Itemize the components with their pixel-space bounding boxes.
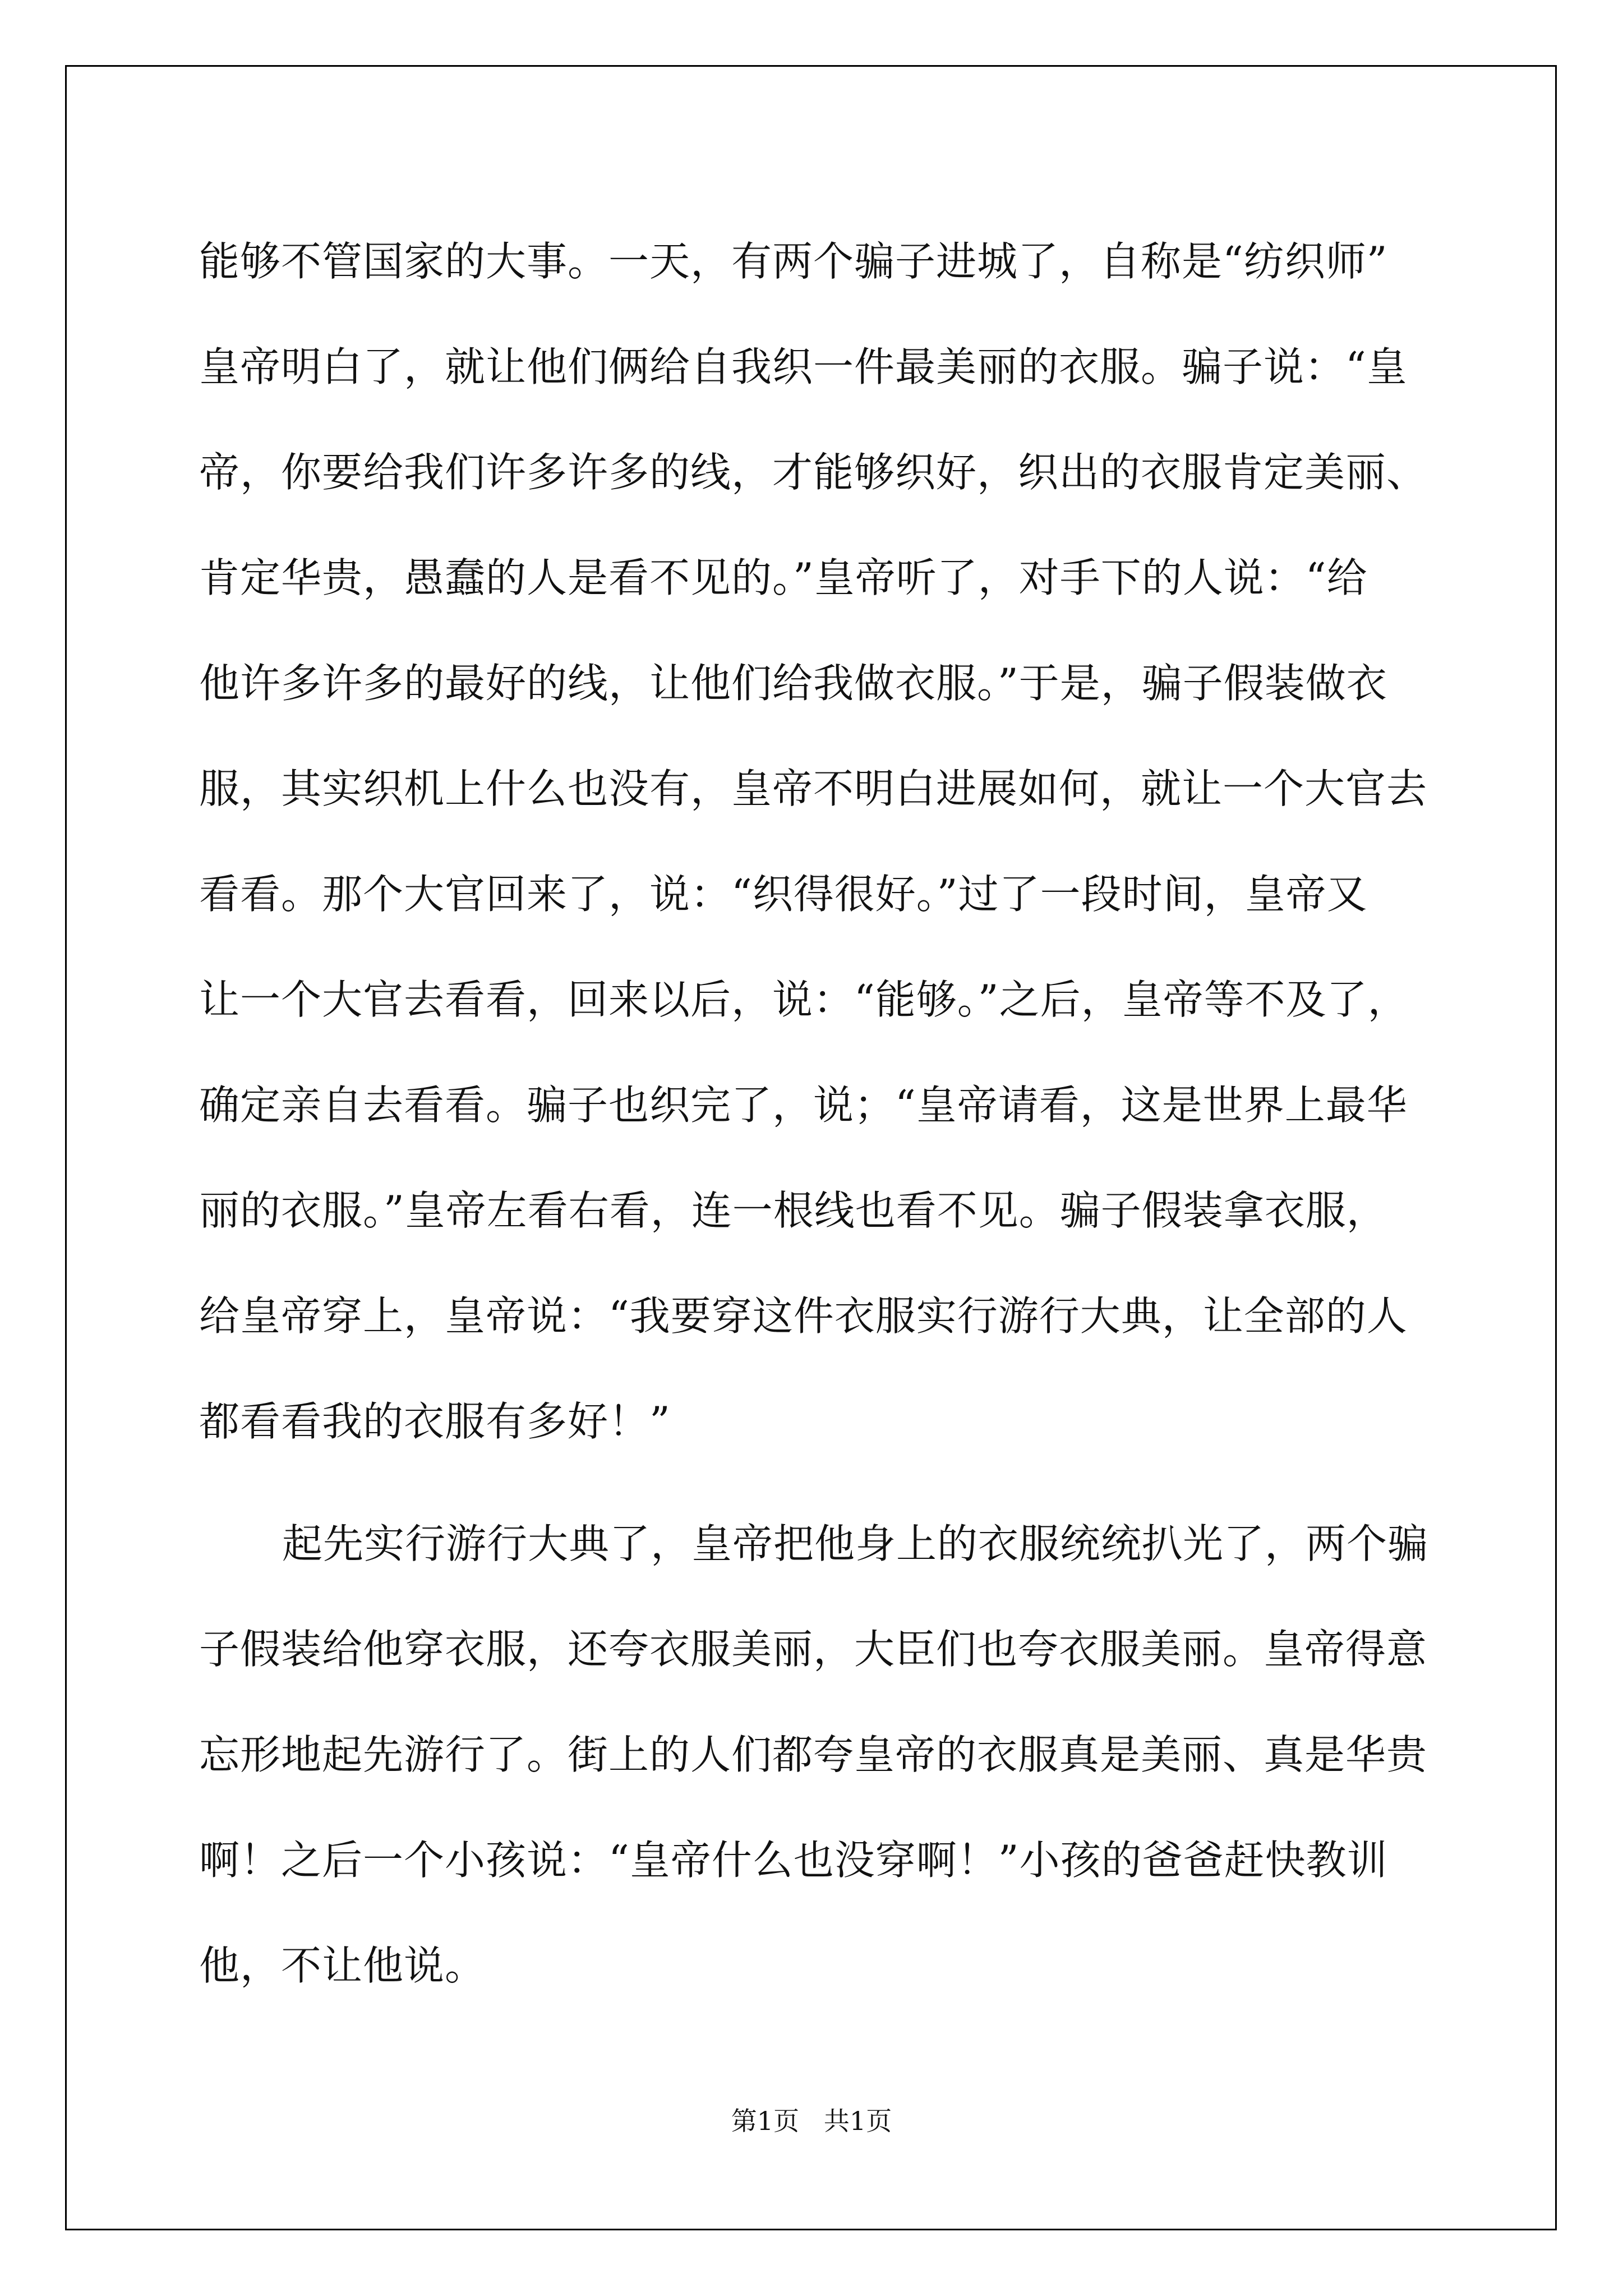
paragraph-1 (199, 209, 1455, 1474)
text-line: 给皇帝穿上，皇帝说：“我要穿这件衣服实行游行大典，让全部的人 (199, 1292, 1408, 1340)
text-line: 皇帝明白了，就让他们俩给自我织一件最美丽的衣服。骗子说：“皇 (199, 343, 1408, 390)
text-line: 子假装给他穿衣服，还夸衣服美丽，大臣们也夸衣服美丽。皇帝得意 (199, 1626, 1428, 1673)
document-body (199, 209, 1455, 2018)
text-line: 他，不让他说。 (199, 1942, 486, 1989)
text-line: 让一个大官去看看，回来以后，说：“能够。”之后，皇帝等不及了， (199, 976, 1409, 1023)
text-line: 帝，你要给我们许多许多的线，才能够织好，织出的衣服肯定美丽、 (199, 449, 1428, 496)
text-line: 忘形地起先游行了。街上的人们都夸皇帝的衣服真是美丽、真是华贵 (199, 1731, 1428, 1778)
text-line-indented: 起先实行游行大典了，皇帝把他身上的衣服统统扒光了，两个骗 (282, 1520, 1429, 1567)
text-line: 丽的衣服。”皇帝左看右看，连一根线也看不见。骗子假装拿衣服， (199, 1187, 1387, 1234)
text-line: 服，其实织机上什么也没有，皇帝不明白进展如何，就让一个大官去 (199, 765, 1428, 812)
page-footer: 第1页 共1页 (731, 2106, 892, 2136)
text-line: 他许多许多的最好的线，让他们给我做衣服。”于是，骗子假装做衣 (199, 660, 1387, 707)
text-line: 看看。那个大官回来了，说：“织得很好。”过了一段时间，皇帝又 (199, 871, 1368, 918)
text-line: 啊！之后一个小孩说：“皇帝什么也没穿啊！”小孩的爸爸赶快教训 (199, 1837, 1388, 1884)
text-line: 能够不管国家的大事。一天，有两个骗子进城了，自称是“纺织师” (199, 238, 1388, 285)
text-line: 肯定华贵，愚蠢的人是看不见的。”皇帝听了，对手下的人说：“给 (199, 554, 1368, 601)
paragraph-spacer (199, 1474, 1455, 1491)
text-line: 都看看我的衣服有多好！” (199, 1398, 671, 1445)
paragraph-2 (199, 1491, 1455, 2018)
text-line: 确定亲自去看看。骗子也织完了，说；“皇帝请看，这是世界上最华 (199, 1082, 1408, 1129)
